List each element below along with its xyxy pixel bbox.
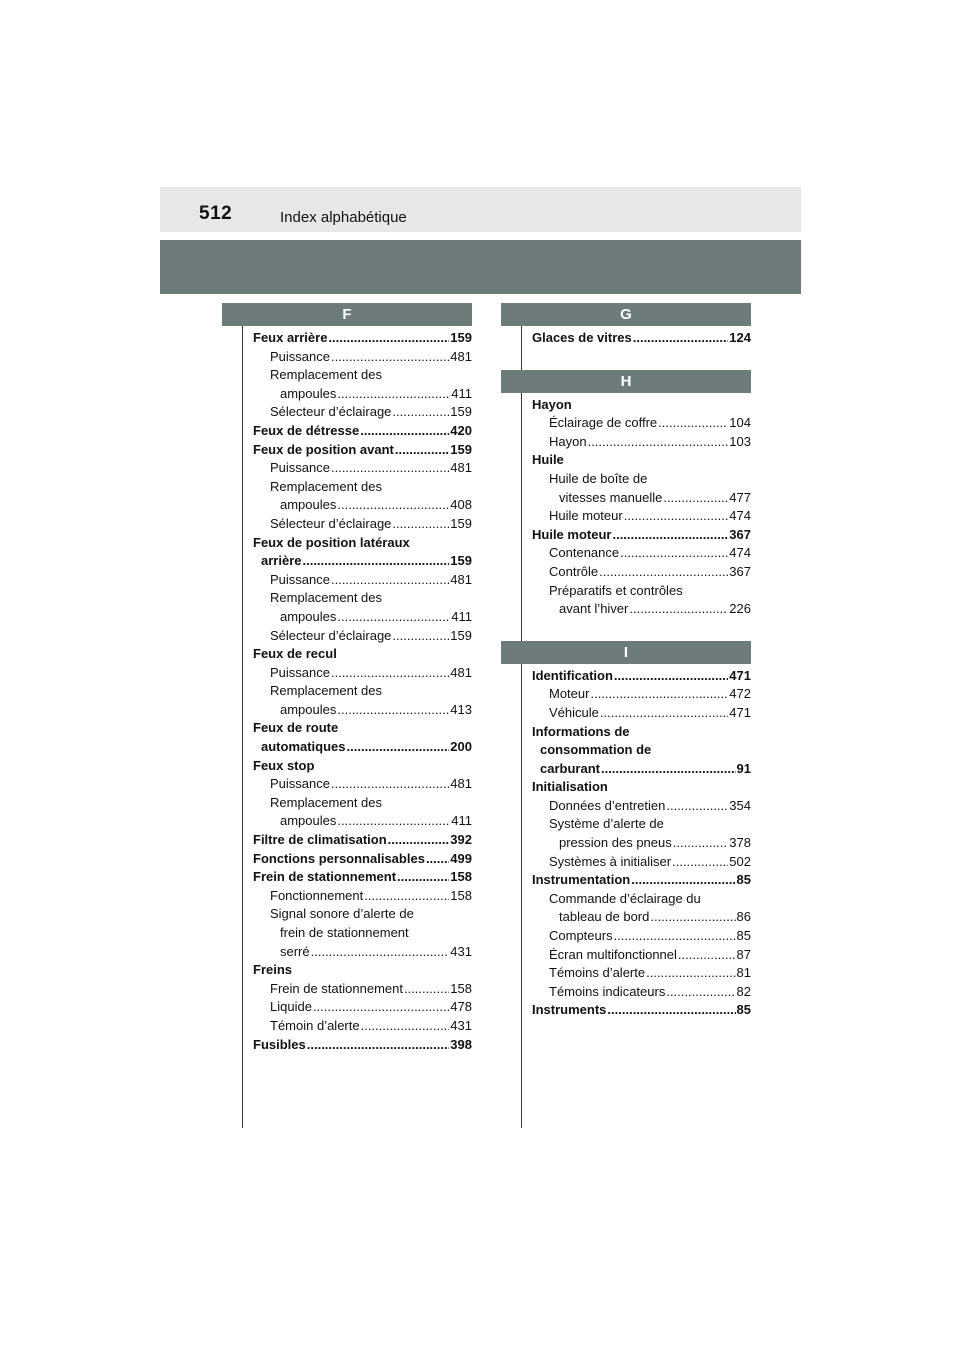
index-entry xyxy=(522,489,751,508)
dot-leader xyxy=(360,422,449,441)
index-entry-page: 411 xyxy=(451,608,472,624)
index-entry-label: Témoins d’alerte xyxy=(549,965,646,981)
index-entry-label: Témoins indicateurs xyxy=(549,983,666,999)
index-entry-page: 158 xyxy=(450,869,472,885)
index-entry-page: 481 xyxy=(450,664,472,680)
dot-leader xyxy=(631,871,735,890)
index-entry xyxy=(243,961,472,980)
index-entry xyxy=(243,812,472,831)
index-entry-label: Hayon xyxy=(549,433,587,449)
dot-leader xyxy=(337,608,450,627)
index-entry-page: 392 xyxy=(450,832,472,848)
index-entry xyxy=(522,797,751,816)
dot-leader xyxy=(302,552,449,571)
index-entry-label: Fonctionnement xyxy=(270,887,364,903)
index-entry xyxy=(522,890,751,909)
index-entry xyxy=(243,1017,472,1036)
index-entry xyxy=(522,329,751,348)
index-entry-page: 85 xyxy=(736,1002,751,1018)
index-entry-page: 398 xyxy=(450,1036,472,1052)
index-entry xyxy=(243,589,472,608)
index-entry-page: 124 xyxy=(729,330,751,345)
index-entry-page: 478 xyxy=(450,999,472,1015)
index-column-right xyxy=(521,303,771,1128)
index-entry-label: carburant xyxy=(540,760,600,776)
index-entry-label: Frein de stationnement xyxy=(253,869,397,885)
index-entry-label: Remplacement des xyxy=(270,367,382,383)
index-entry-page: 103 xyxy=(729,433,751,449)
index-entry xyxy=(522,433,751,452)
index-entry xyxy=(522,815,751,834)
index-entry-label: Systèmes à initialiser xyxy=(549,853,672,869)
index-entry xyxy=(522,723,751,742)
index-entry xyxy=(522,396,751,415)
index-entry xyxy=(243,515,472,534)
index-entry-page: 471 xyxy=(729,704,751,720)
index-entry xyxy=(243,1036,472,1055)
index-entry-label: tableau de bord xyxy=(559,909,650,925)
section-letter-header: G xyxy=(501,303,751,326)
index-entry-page: 411 xyxy=(451,385,472,401)
index-entry xyxy=(522,704,751,723)
index-entry-page: 481 xyxy=(450,776,472,792)
index-entry xyxy=(243,403,472,422)
index-entry-label: Sélecteur d’éclairage xyxy=(270,627,392,643)
index-entry-label: arrière xyxy=(261,553,302,569)
dot-leader xyxy=(614,667,728,686)
index-entry-label: ampoules xyxy=(280,608,337,624)
index-entry-page: 481 xyxy=(450,348,472,364)
index-entry xyxy=(243,924,472,943)
dot-leader xyxy=(590,685,728,704)
index-entry xyxy=(243,478,472,497)
index-entry xyxy=(522,470,751,489)
index-entry xyxy=(522,983,751,1002)
index-entry xyxy=(522,451,751,470)
section-gap xyxy=(522,348,771,370)
index-entry-list xyxy=(243,326,492,1054)
index-entry-page: 420 xyxy=(450,422,472,438)
index-entry-page: 354 xyxy=(729,797,751,813)
index-entry-page: 474 xyxy=(729,508,751,524)
index-entry xyxy=(243,329,472,348)
index-entry xyxy=(243,980,472,999)
index-entry-page: 159 xyxy=(450,553,472,569)
index-entry-label: Remplacement des xyxy=(270,590,382,606)
dot-leader xyxy=(650,908,735,927)
dot-leader xyxy=(666,797,728,816)
dot-leader xyxy=(337,701,449,720)
dot-leader xyxy=(672,853,728,872)
index-entry-label: serré xyxy=(280,943,310,959)
dot-leader xyxy=(331,664,449,683)
index-entry-page: 158 xyxy=(450,980,472,996)
index-entry-page: 472 xyxy=(729,686,751,702)
index-entry-list xyxy=(522,393,771,619)
index-entry-page: 86 xyxy=(736,909,751,925)
index-entry xyxy=(243,441,472,460)
section-letter-header: I xyxy=(501,641,751,664)
index-entry xyxy=(243,496,472,515)
index-entry-list xyxy=(522,664,771,1020)
index-entry-label: ampoules xyxy=(280,701,337,717)
index-entry-label: frein de stationnement xyxy=(280,925,409,940)
index-entry xyxy=(522,964,751,983)
index-entry-label: ampoules xyxy=(280,813,337,829)
index-entry-label: Puissance xyxy=(270,664,330,680)
index-entry-label: Filtre de climatisation xyxy=(253,832,387,848)
index-entry xyxy=(522,908,751,927)
index-entry-page: 87 xyxy=(736,946,751,962)
dot-leader xyxy=(328,329,449,348)
index-entry xyxy=(522,1001,751,1020)
dot-leader xyxy=(337,496,449,515)
index-entry xyxy=(243,998,472,1017)
index-entry-label: Éclairage de coffre xyxy=(549,415,658,431)
index-entry xyxy=(243,385,472,404)
index-entry xyxy=(522,778,751,797)
index-entry-page: 413 xyxy=(450,701,472,717)
index-entry-label: Instruments xyxy=(532,1002,607,1018)
dot-leader xyxy=(646,964,735,983)
index-entry-page: 85 xyxy=(736,928,751,944)
index-entry-page: 91 xyxy=(736,760,751,776)
section-letter-header: H xyxy=(501,370,751,393)
dot-leader xyxy=(666,983,735,1002)
index-entry-label: Véhicule xyxy=(549,704,599,720)
index-entry xyxy=(522,507,751,526)
index-entry-label: Contenance xyxy=(549,545,620,561)
index-entry-page: 481 xyxy=(450,571,472,587)
index-entry xyxy=(522,853,751,872)
index-entry-page: 431 xyxy=(450,1017,472,1033)
section-letter-header: F xyxy=(222,303,472,326)
index-entry xyxy=(522,834,751,853)
index-entry-page: 159 xyxy=(450,441,472,457)
index-entry-label: Feux de recul xyxy=(253,646,337,662)
dot-leader xyxy=(633,329,729,348)
index-entry-label: Écran multifonctionnel xyxy=(549,946,677,962)
index-entry-label: Informations de xyxy=(532,723,630,739)
index-entry xyxy=(243,850,472,869)
index-entry-label: consommation de xyxy=(540,742,652,758)
index-entry-label: Signal sonore d’alerte de xyxy=(270,906,414,922)
index-entry-label: Compteurs xyxy=(549,928,613,944)
index-entry-label: Instrumentation xyxy=(532,872,631,888)
index-entry-label: Fonctions personnalisables xyxy=(253,850,425,866)
index-entry-page: 226 xyxy=(729,601,751,617)
index-entry-page: 85 xyxy=(736,872,751,888)
index-entry xyxy=(243,831,472,850)
index-entry-page: 502 xyxy=(729,853,751,869)
index-entry xyxy=(243,348,472,367)
dot-leader xyxy=(629,600,728,619)
index-entry-page: 82 xyxy=(736,983,751,999)
index-entry-label: Feux de détresse xyxy=(253,422,360,438)
index-entry-page: 159 xyxy=(450,515,472,531)
index-entry xyxy=(522,526,751,545)
section-gap xyxy=(522,619,771,641)
index-entry xyxy=(243,775,472,794)
index-entry-label: Puissance xyxy=(270,460,330,476)
dot-leader xyxy=(331,348,449,367)
index-entry xyxy=(522,414,751,433)
index-entry-page: 481 xyxy=(450,460,472,476)
dot-leader xyxy=(601,760,736,779)
dot-leader xyxy=(624,507,729,526)
dot-leader xyxy=(658,414,728,433)
index-entry-label: Huile moteur xyxy=(532,526,612,542)
dot-leader xyxy=(311,943,450,962)
index-entry xyxy=(243,627,472,646)
index-entry-page: 81 xyxy=(736,965,751,981)
index-entry xyxy=(522,667,751,686)
index-entry-page: 159 xyxy=(450,330,472,345)
dot-leader xyxy=(620,544,728,563)
index-entry xyxy=(522,600,751,619)
dot-leader xyxy=(404,980,449,999)
index-entry-label: Glaces de vitres xyxy=(532,330,632,345)
index-entry xyxy=(243,757,472,776)
index-entry xyxy=(522,582,751,601)
index-entry-label: Données d’entretien xyxy=(549,797,666,813)
dot-leader xyxy=(600,704,728,723)
index-entry xyxy=(243,738,472,757)
index-entry xyxy=(243,552,472,571)
index-entry-page: 158 xyxy=(450,887,472,903)
index-entry-label: Remplacement des xyxy=(270,683,382,699)
index-entry-label: vitesses manuelle xyxy=(559,489,663,505)
index-entry-page: 499 xyxy=(450,850,472,866)
index-entry-label: Puissance xyxy=(270,571,330,587)
dot-leader xyxy=(392,627,449,646)
index-entry-page: 367 xyxy=(729,526,751,542)
dot-leader xyxy=(673,834,729,853)
index-entry xyxy=(243,664,472,683)
index-entry-page: 474 xyxy=(729,545,751,561)
index-entry xyxy=(522,685,751,704)
index-entry xyxy=(243,422,472,441)
index-entry-page: 104 xyxy=(729,415,751,431)
dot-leader xyxy=(364,887,449,906)
index-entry xyxy=(243,682,472,701)
dot-leader xyxy=(337,812,450,831)
dot-leader xyxy=(663,489,728,508)
dot-leader xyxy=(397,868,449,887)
dot-leader xyxy=(331,459,449,478)
index-entry xyxy=(243,459,472,478)
index-entry-label: Liquide xyxy=(270,999,312,1015)
dot-leader xyxy=(395,441,449,460)
index-entry-label: Moteur xyxy=(549,686,590,702)
index-entry-label: ampoules xyxy=(280,497,337,513)
index-entry xyxy=(522,760,751,779)
index-entry-label: Puissance xyxy=(270,776,330,792)
dot-leader xyxy=(307,1036,450,1055)
index-entry-label: pression des pneus xyxy=(559,835,672,851)
index-entry xyxy=(243,534,472,553)
page-number: 512 xyxy=(199,203,233,224)
dot-leader xyxy=(331,775,449,794)
index-entry-label: Huile moteur xyxy=(549,508,623,524)
dot-leader xyxy=(331,571,449,590)
index-entry xyxy=(522,946,751,965)
dot-leader xyxy=(347,738,450,757)
index-entry xyxy=(522,544,751,563)
index-entry xyxy=(243,887,472,906)
dot-leader xyxy=(392,515,449,534)
index-entry-label: ampoules xyxy=(280,385,337,401)
index-entry xyxy=(522,563,751,582)
index-entry-page: 367 xyxy=(729,563,751,579)
index-entry-label: Préparatifs et contrôles xyxy=(549,582,683,598)
index-entry-label: Remplacement des xyxy=(270,478,382,494)
section-banner xyxy=(160,240,801,294)
index-entry xyxy=(243,701,472,720)
index-entry xyxy=(243,608,472,627)
index-entry-label: Huile de boîte de xyxy=(549,470,648,486)
index-entry-label: Sélecteur d’éclairage xyxy=(270,515,392,531)
index-entry xyxy=(522,741,751,760)
index-entry-label: Identification xyxy=(532,667,613,683)
index-entry-label: Témoin d’alerte xyxy=(270,1017,360,1033)
index-entry-page: 159 xyxy=(450,627,472,643)
index-entry-label: Feux stop xyxy=(253,757,315,773)
index-entry-label: Initialisation xyxy=(532,779,608,795)
index-entry xyxy=(243,905,472,924)
dot-leader xyxy=(426,850,449,869)
index-entry-label: Système d’alerte de xyxy=(549,816,664,832)
dot-leader xyxy=(607,1001,735,1020)
index-entry-page: 477 xyxy=(729,489,751,505)
index-entry-label: Contrôle xyxy=(549,563,599,579)
dot-leader xyxy=(388,831,450,850)
dot-leader xyxy=(588,433,729,452)
dot-leader xyxy=(313,998,449,1017)
index-entry-label: Huile xyxy=(532,452,564,468)
dot-leader xyxy=(361,1017,450,1036)
index-entry-page: 408 xyxy=(450,497,472,513)
index-entry xyxy=(243,794,472,813)
index-entry xyxy=(522,871,751,890)
dot-leader xyxy=(612,526,728,545)
dot-leader xyxy=(337,385,450,404)
index-entry-label: automatiques xyxy=(261,739,346,755)
index-entry xyxy=(522,927,751,946)
index-column-left xyxy=(242,303,492,1128)
index-entry xyxy=(243,868,472,887)
index-entry-label: Sélecteur d’éclairage xyxy=(270,404,392,420)
index-entry-page: 411 xyxy=(451,813,472,829)
dot-leader xyxy=(678,946,736,965)
index-entry-label: Puissance xyxy=(270,348,330,364)
index-entry-label: Hayon xyxy=(532,396,572,412)
header-band xyxy=(160,187,801,232)
dot-leader xyxy=(599,563,728,582)
index-entry-list xyxy=(522,326,771,348)
index-entry xyxy=(243,943,472,962)
index-entry xyxy=(243,366,472,385)
index-entry xyxy=(243,571,472,590)
dot-leader xyxy=(614,927,736,946)
index-entry-label: Frein de stationnement xyxy=(270,980,403,996)
index-entry-label: Remplacement des xyxy=(270,794,382,810)
dot-leader xyxy=(392,403,449,422)
page-title: Index alphabétique xyxy=(280,209,407,226)
index-entry-label: Feux de position avant xyxy=(253,441,394,457)
index-entry-label: Commande d’éclairage du xyxy=(549,890,701,906)
index-entry-label: avant l’hiver xyxy=(559,601,629,617)
index-entry-page: 431 xyxy=(450,943,472,959)
index-entry-label: Fusibles xyxy=(253,1036,306,1052)
index-entry-label: Feux de position latéraux xyxy=(253,534,410,550)
index-entry-page: 378 xyxy=(729,835,751,851)
index-entry xyxy=(243,719,472,738)
index-entry-label: Freins xyxy=(253,962,293,978)
index-entry-page: 471 xyxy=(729,667,751,683)
index-entry-page: 200 xyxy=(450,739,472,755)
index-entry xyxy=(243,645,472,664)
index-entry-label: Feux de route xyxy=(253,720,339,736)
index-entry-page: 159 xyxy=(450,404,472,420)
index-entry-label: Feux arrière xyxy=(253,330,328,345)
